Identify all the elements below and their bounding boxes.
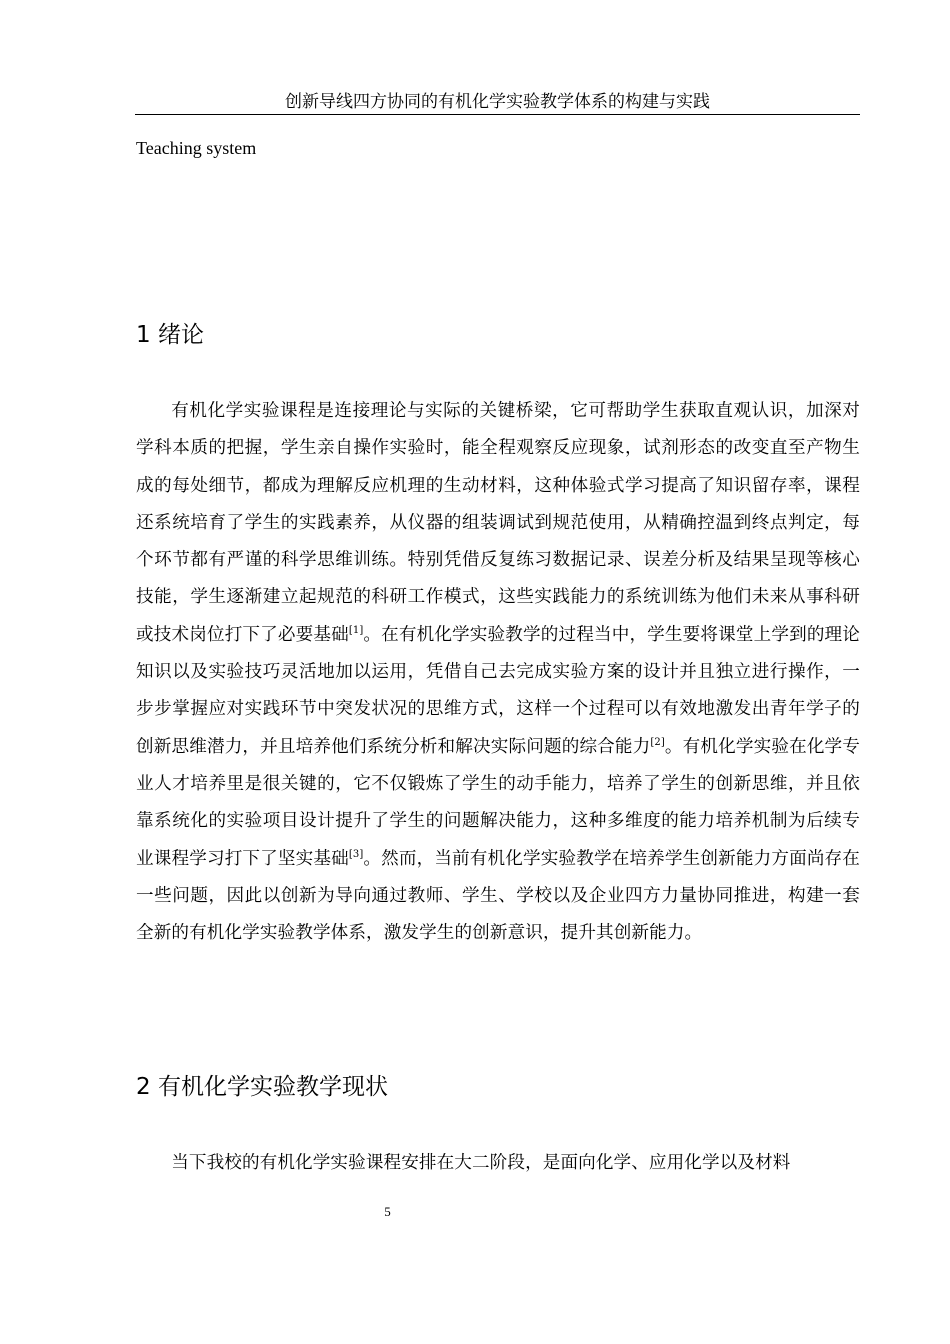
paragraph-text: 。在有机化学实验教学的过程当中，学生要将课堂上学到的理论知识以及实验技巧灵活地加以运用，凭借自己去完成实验方案的设计并且独立进行操作，一步步掌握应对实践环节中突发状况的思维方式，这样一个过程可以有效地激发出青年学子的创新思维潜力，并且培养他们系统分析和解决实际问题的综合能力 — [136, 624, 860, 757]
section-heading-status: 2 有机化学实验教学现状 — [136, 1074, 388, 1100]
paragraph-text: 有机化学实验课程是连接理论与实际的关键桥梁，它可帮助学生获取直观认识，加深对学科本质的把握，学生亲自操作实验时，能全程观察反应现象，试剂形态的改变直至产物生成的每处细节，都成为理解反应机理的生动材料，这种体验式学习提高了知识留存率，课程还系统培育了学生的实践素养，从仪器的组装调试到规范使用，从精确控温到终点判定，每个环节都有严谨的科学思维训练。特别凭借反复练习数据记录、误差分析及结果呈现等核心技能，学生逐渐建立起规范的科研工作模式，这些实践能力的系统训练为他们未来从事科研或技术岗位打下了必要基础 — [136, 401, 860, 645]
keywords-continuation: Teaching system — [136, 138, 257, 158]
body-paragraph-status: 当下我校的有机化学实验课程安排在大二阶段，是面向化学、应用化学以及材料 — [171, 1153, 791, 1173]
citation-ref: [2] — [650, 736, 665, 748]
citation-ref: [1] — [348, 624, 364, 636]
section-heading-introduction: 1 绪论 — [136, 322, 204, 348]
citation-ref: [3] — [348, 848, 364, 860]
running-header: 创新导线四方协同的有机化学实验教学体系的构建与实践 — [135, 92, 860, 115]
paragraph-text: 。然而，当前有机化学实验教学在培养学生创新能力方面尚存在一些问题，因此以创新为导向通过教师、学生、学校以及企业四方力量协同推进，构建一套全新的有机化学实验教学体系，激发学生的创新意识，提升其创新能力。 — [136, 848, 860, 944]
paragraph-text: 。有机化学实验在化学专业人才培养里是很关键的，它不仅锻炼了学生的动手能力，培养了学生的创新思维，并且依靠系统化的实验项目设计提升了学生的问题解决能力，这种多维度的能力培养机制为后续专业课程学习打下了坚实基础 — [136, 736, 860, 869]
page-number: 5 — [384, 1204, 391, 1219]
body-paragraph-introduction — [136, 393, 860, 952]
